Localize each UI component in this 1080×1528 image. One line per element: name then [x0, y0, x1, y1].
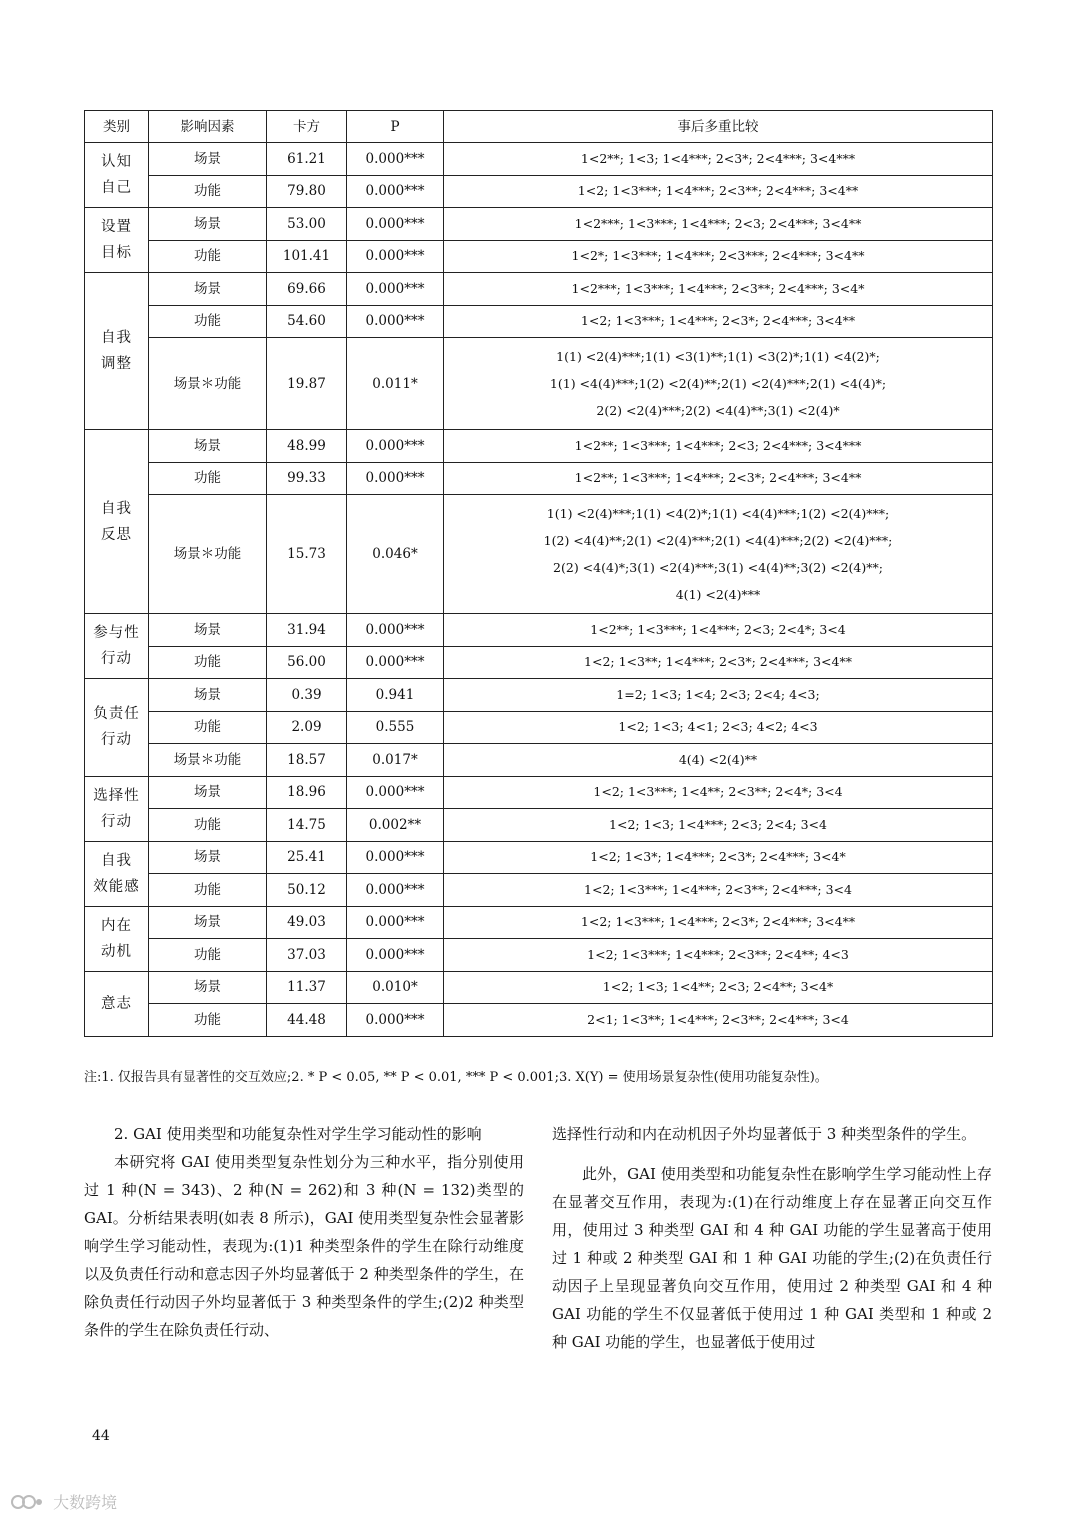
post-hoc-cell: [444, 614, 993, 647]
header-p-value: P: [347, 111, 444, 143]
chi-square-cell: 50.12: [267, 874, 347, 907]
factor-cell: 场景＊功能: [149, 338, 267, 430]
category-cell: [85, 841, 149, 906]
p-value-cell: 0.000***: [347, 614, 444, 647]
category-label-line: 反思: [101, 526, 132, 543]
table-row: [85, 143, 993, 176]
table-row: [85, 646, 993, 679]
category-cell: [85, 273, 149, 430]
right-paragraph-2: 此外，GAI 使用类型和功能复杂性在影响学生学习能动性上存在显著交互作用，表现为:(1)在行动维度上存在显著正向交互作用，使用过 3 种类型 GAI 和 4 种 GAI 功能的学生显著高于使用过 1 种或 2 种类型 GAI 和 1 种 GAI 功能的学生;(2)在负责任行动因子上呈现显著负向交互作用，使用过 2 种类型 GAI 和 4 种 GAI 功能的学生不仅显著低于使用过 1 种 GAI 类型和 1 种或 2 种 GAI 功能的学生，也显著低于使用过: [552, 1165, 992, 1351]
table-row: [85, 971, 993, 1004]
factor-cell: 场景: [149, 273, 267, 306]
factor-cell: 功能: [149, 809, 267, 842]
post-hoc-cell: [444, 240, 993, 273]
post-hoc-cell: [444, 679, 993, 712]
chi-square-cell: 2.09: [267, 711, 347, 744]
table-row: [85, 679, 993, 712]
chi-square-cell: 15.73: [267, 495, 347, 614]
p-value-cell: 0.000***: [347, 430, 444, 463]
post-hoc-line: 1<2***; 1<3***; 1<4***; 2<3; 2<4***; 3<4**: [574, 215, 862, 231]
chi-square-cell: 31.94: [267, 614, 347, 647]
factor-cell: 场景: [149, 906, 267, 939]
table-row: [85, 462, 993, 495]
table-row: [85, 744, 993, 777]
post-hoc-cell: [444, 338, 993, 430]
table-row: [85, 809, 993, 842]
post-hoc-cell: [444, 305, 993, 338]
post-hoc-cell: [444, 776, 993, 809]
post-hoc-line: 1<2**; 1<3***; 1<4***; 2<3; 2<4***; 3<4***: [574, 437, 862, 453]
post-hoc-line: 1(1) <2(4)***;1(1) <4(2)*;1(1) <4(4)***;1(2) <2(4)***;: [546, 506, 890, 521]
header-factor: 影响因素: [149, 111, 267, 143]
p-value-cell: 0.017*: [347, 744, 444, 777]
post-hoc-line: 2(2) <2(4)***;2(2) <4(4)**;3(1) <2(4)*: [596, 403, 840, 418]
factor-cell: 场景: [149, 614, 267, 647]
factor-cell: 功能: [149, 874, 267, 907]
post-hoc-cell: [444, 208, 993, 241]
table-header-row: [85, 111, 993, 143]
table-row: [85, 273, 993, 306]
p-value-cell: 0.000***: [347, 841, 444, 874]
chi-square-cell: 69.66: [267, 273, 347, 306]
post-hoc-line: 4(1) <2(4)***: [675, 587, 761, 602]
category-label-line: 效能感: [93, 878, 140, 895]
factor-cell: 功能: [149, 175, 267, 208]
post-hoc-line: 1<2; 1<3***; 1<4***; 2<3**; 2<4**; 4<3: [587, 946, 849, 962]
category-label-line: 动机: [101, 943, 132, 960]
table-row: [85, 208, 993, 241]
category-label-line: 目标: [101, 245, 132, 261]
factor-cell: 功能: [149, 305, 267, 338]
chi-square-cell: 61.21: [267, 143, 347, 176]
category-cell: [85, 776, 149, 841]
post-hoc-line: 2(2) <4(4)*;3(1) <2(4)***;3(1) <4(4)**;3(2) <2(4)**;: [553, 560, 883, 575]
category-cell: [85, 143, 149, 208]
table-row: [85, 841, 993, 874]
p-value-cell: 0.000***: [347, 273, 444, 306]
factor-cell: 功能: [149, 711, 267, 744]
category-cell: [85, 208, 149, 273]
chi-square-cell: 14.75: [267, 809, 347, 842]
factor-cell: 场景: [149, 841, 267, 874]
category-label-line: 设置: [101, 219, 132, 235]
category-label-line: 认知: [101, 154, 132, 170]
post-hoc-line: 1<2**; 1<3***; 1<4***; 2<3*; 2<4***; 3<4**: [574, 470, 862, 486]
p-value-cell: 0.000***: [347, 462, 444, 495]
p-value-cell: 0.000***: [347, 776, 444, 809]
section-heading: 2. GAI 使用类型和功能复杂性对学生学习能动性的影响: [114, 1125, 482, 1143]
table-row: [85, 711, 993, 744]
post-hoc-line: 4(4) <2(4)**: [678, 751, 758, 767]
post-hoc-cell: [444, 430, 993, 463]
p-value-cell: 0.010*: [347, 971, 444, 1004]
chi-square-cell: 44.48: [267, 1004, 347, 1037]
chi-square-cell: 25.41: [267, 841, 347, 874]
table-row: [85, 495, 993, 614]
header-post-hoc: 事后多重比较: [444, 111, 993, 143]
post-hoc-cell: [444, 971, 993, 1004]
category-cell: [85, 906, 149, 971]
category-label-line: 自我: [101, 330, 132, 346]
post-hoc-cell: [444, 809, 993, 842]
chi-square-cell: 101.41: [267, 240, 347, 273]
post-hoc-line: 1<2; 1<3; 4<1; 2<3; 4<2; 4<3: [618, 719, 818, 735]
post-hoc-cell: [444, 646, 993, 679]
post-hoc-cell: [444, 939, 993, 972]
factor-cell: 场景: [149, 971, 267, 1004]
p-value-cell: 0.000***: [347, 939, 444, 972]
factor-cell: 功能: [149, 939, 267, 972]
chi-square-cell: 56.00: [267, 646, 347, 679]
post-hoc-line: 1<2; 1<3; 1<4**; 2<3; 2<4**; 3<4*: [602, 979, 834, 995]
post-hoc-line: 1<2**; 1<3; 1<4***; 2<3*; 2<4***; 3<4***: [580, 150, 856, 166]
header-category: 类别: [85, 111, 149, 143]
table-row: [85, 430, 993, 463]
table-row: [85, 614, 993, 647]
chi-square-cell: 19.87: [267, 338, 347, 430]
factor-cell: 场景＊功能: [149, 495, 267, 614]
post-hoc-line: 1<2**; 1<3***; 1<4***; 2<3; 2<4*; 3<4: [590, 621, 846, 637]
right-paragraph-1: 选择性行动和内在动机因子外均显著低于 3 种类型条件的学生。: [552, 1125, 977, 1143]
post-hoc-line: 1(1) <4(4)***;1(2) <2(4)**;2(1) <2(4)***;2(1) <4(4)*;: [549, 376, 887, 391]
post-hoc-cell: [444, 841, 993, 874]
results-table: [84, 110, 993, 1037]
category-label-line: 选择性: [93, 787, 140, 804]
post-hoc-line: 1=2; 1<3; 1<4; 2<3; 2<4; 4<3;: [616, 686, 820, 702]
p-value-cell: 0.000***: [347, 143, 444, 176]
category-label-line: 行动: [101, 813, 132, 830]
chi-square-cell: 37.03: [267, 939, 347, 972]
post-hoc-line: 1<2***; 1<3***; 1<4***; 2<3**; 2<4***; 3<4*: [571, 280, 865, 296]
watermark: [10, 1490, 117, 1515]
p-value-cell: 0.000***: [347, 874, 444, 907]
table-row: [85, 906, 993, 939]
table-row: [85, 874, 993, 907]
category-label-line: 行动: [101, 651, 132, 667]
post-hoc-line: 1<2; 1<3; 1<4***; 2<3; 2<4; 3<4: [609, 816, 827, 832]
results-table-container: [84, 110, 992, 1037]
p-value-cell: 0.000***: [347, 1004, 444, 1037]
header-chi-square: 卡方: [267, 111, 347, 143]
factor-cell: 场景: [149, 143, 267, 176]
p-value-cell: 0.046*: [347, 495, 444, 614]
chi-square-cell: 18.96: [267, 776, 347, 809]
factor-cell: 场景＊功能: [149, 744, 267, 777]
post-hoc-line: 1(1) <2(4)***;1(1) <3(1)**;1(1) <3(2)*;1(1) <4(2)*;: [556, 349, 880, 364]
chi-square-cell: 0.39: [267, 679, 347, 712]
p-value-cell: 0.000***: [347, 175, 444, 208]
category-label-line: 行动: [101, 732, 132, 749]
post-hoc-cell: [444, 711, 993, 744]
category-label-line: 意志: [101, 995, 132, 1012]
post-hoc-cell: [444, 175, 993, 208]
right-column: [552, 1120, 992, 1356]
table-row: [85, 240, 993, 273]
table-row: [85, 939, 993, 972]
p-value-cell: 0.000***: [347, 208, 444, 241]
p-value-cell: 0.941: [347, 679, 444, 712]
chi-square-cell: 99.33: [267, 462, 347, 495]
post-hoc-cell: [444, 143, 993, 176]
post-hoc-line: 1<2; 1<3***; 1<4***; 2<3**; 2<4***; 3<4: [584, 881, 852, 897]
page-number: 44: [92, 1428, 110, 1444]
table-row: [85, 776, 993, 809]
factor-cell: 功能: [149, 240, 267, 273]
post-hoc-line: 1<2; 1<3**; 1<4***; 2<3*; 2<4***; 3<4**: [584, 654, 852, 670]
factor-cell: 功能: [149, 1004, 267, 1037]
post-hoc-line: 2<1; 1<3**; 1<4***; 2<3**; 2<4***; 3<4: [587, 1011, 849, 1027]
p-value-cell: 0.000***: [347, 906, 444, 939]
post-hoc-line: 1(2) <4(4)**;2(1) <2(4)***;2(1) <4(4)***;2(2) <2(4)***;: [543, 533, 893, 548]
chi-square-cell: 48.99: [267, 430, 347, 463]
left-column: [84, 1120, 524, 1344]
post-hoc-line: 1<2; 1<3***; 1<4***; 2<3*; 2<4***; 3<4**: [580, 914, 856, 930]
chi-square-cell: 79.80: [267, 175, 347, 208]
p-value-cell: 0.011*: [347, 338, 444, 430]
factor-cell: 场景: [149, 430, 267, 463]
chi-square-cell: 11.37: [267, 971, 347, 1004]
category-label-line: 自己: [101, 180, 132, 196]
p-value-cell: 0.555: [347, 711, 444, 744]
factor-cell: 场景: [149, 776, 267, 809]
category-label-line: 内在: [101, 917, 132, 934]
factor-cell: 场景: [149, 208, 267, 241]
post-hoc-cell: [444, 744, 993, 777]
category-label-line: 自我: [101, 500, 132, 517]
table-row: [85, 305, 993, 338]
post-hoc-cell: [444, 462, 993, 495]
factor-cell: 功能: [149, 462, 267, 495]
chi-square-cell: 54.60: [267, 305, 347, 338]
chi-square-cell: 49.03: [267, 906, 347, 939]
post-hoc-line: 1<2; 1<3***; 1<4**; 2<3**; 2<4*; 3<4: [593, 784, 843, 800]
post-hoc-line: 1<2; 1<3***; 1<4***; 2<3*; 2<4***; 3<4**: [580, 313, 856, 329]
post-hoc-cell: [444, 874, 993, 907]
table-row: [85, 1004, 993, 1037]
category-label-line: 自我: [101, 852, 132, 869]
watermark-text: 大数跨境: [53, 1493, 118, 1512]
category-cell: [85, 430, 149, 614]
watermark-logo-icon: [10, 1493, 44, 1515]
post-hoc-cell: [444, 273, 993, 306]
factor-cell: 场景: [149, 679, 267, 712]
post-hoc-line: 1<2; 1<3***; 1<4***; 2<3**; 2<4***; 3<4**: [577, 183, 859, 199]
post-hoc-cell: [444, 906, 993, 939]
post-hoc-cell: [444, 1004, 993, 1037]
p-value-cell: 0.002**: [347, 809, 444, 842]
post-hoc-cell: [444, 495, 993, 614]
category-label-line: 负责任: [93, 706, 140, 723]
chi-square-cell: 53.00: [267, 208, 347, 241]
table-row: [85, 338, 993, 430]
category-label-line: 参与性: [93, 625, 140, 641]
table-body: [85, 143, 993, 1037]
p-value-cell: 0.000***: [347, 240, 444, 273]
post-hoc-line: 1<2*; 1<3***; 1<4***; 2<3***; 2<4***; 3<4**: [571, 248, 865, 264]
table-row: [85, 175, 993, 208]
p-value-cell: 0.000***: [347, 305, 444, 338]
category-label-line: 调整: [101, 356, 132, 372]
table-note: 注:1. 仅报告具有显著性的交互效应;2. * P < 0.05, ** P < 0.01, *** P < 0.001;3. X(Y) = 使用场景复杂性(使用功能复杂性)。: [84, 1070, 828, 1085]
p-value-cell: 0.000***: [347, 646, 444, 679]
left-paragraph: 本研究将 GAI 使用类型复杂性划分为三种水平，指分别使用过 1 种(N = 343)、2 种(N = 262)和 3 种(N = 132)类型的 GAI。分析结果表明(如表 8 所示)，GAI 使用类型复杂性会显著影响学生学习能动性，表现为:(1)1 种类型条件的学生在除行动维度以及负责任行动和意志因子外均显著低于 2 种类型条件的学生，在除负责任行动因子外均显著低于 3 种类型条件的学生;(2)2 种类型条件的学生在除负责任行动、: [84, 1153, 524, 1339]
category-cell: [85, 679, 149, 777]
factor-cell: 功能: [149, 646, 267, 679]
post-hoc-line: 1<2; 1<3*; 1<4***; 2<3*; 2<4***; 3<4*: [590, 849, 846, 865]
category-cell: [85, 971, 149, 1036]
category-cell: [85, 614, 149, 679]
chi-square-cell: 18.57: [267, 744, 347, 777]
